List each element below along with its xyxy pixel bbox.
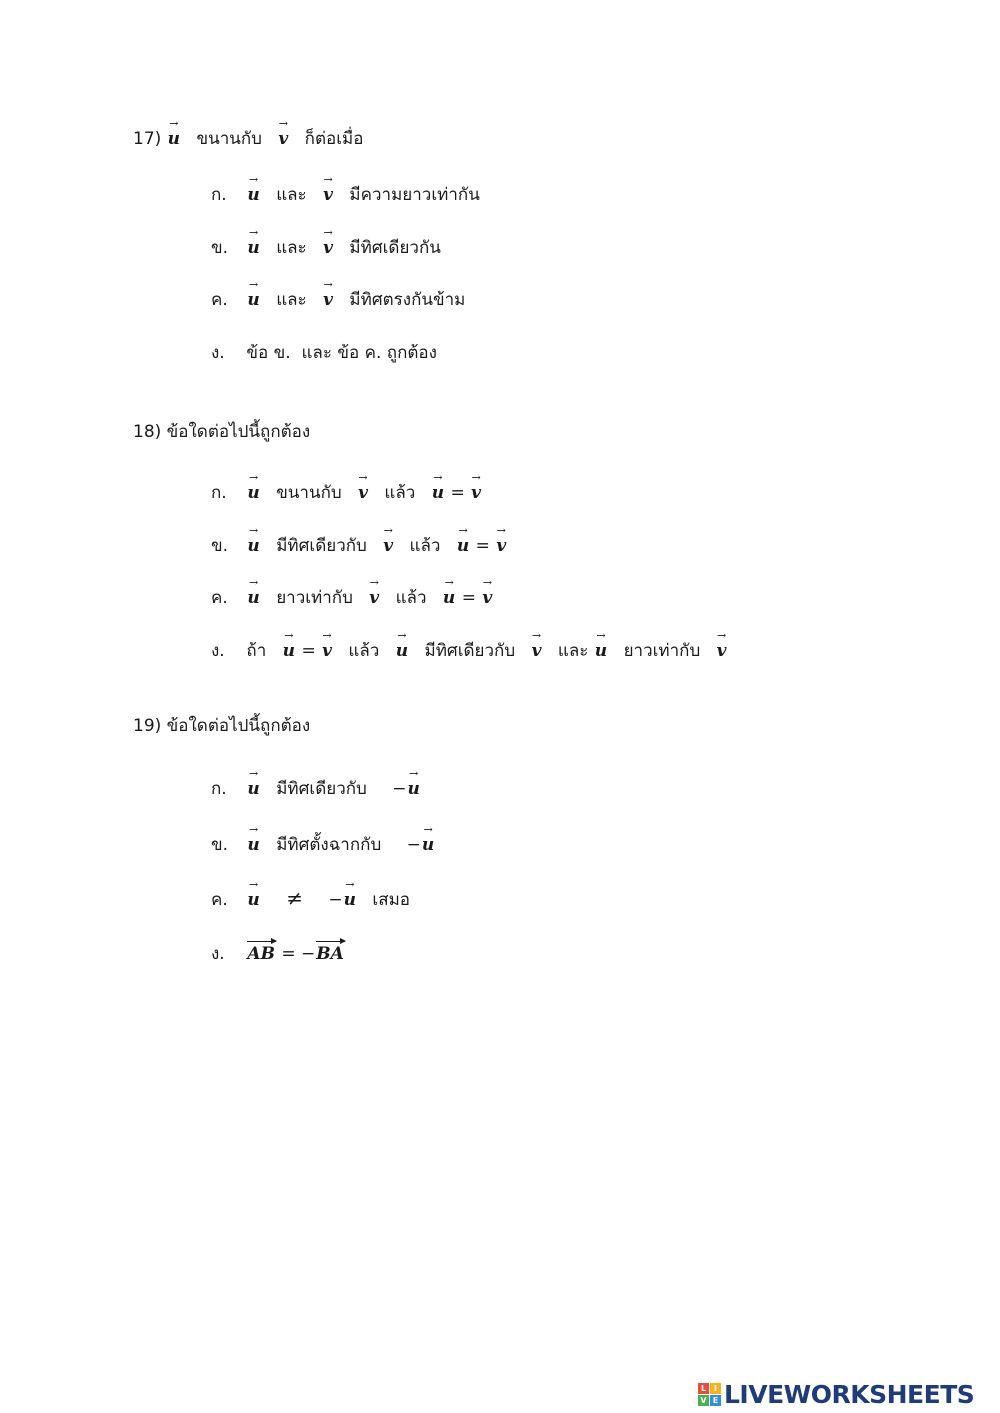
q17-option-d[interactable]: [211, 339, 437, 366]
vector-u: → u: [246, 536, 260, 556]
option-label: ข.: [211, 835, 229, 855]
question-18: [133, 418, 310, 445]
option-label: ก.: [211, 185, 227, 205]
option-text: แล้ว: [409, 536, 441, 556]
option-label: ข.: [211, 536, 229, 556]
vector-u: → u: [246, 779, 260, 799]
option-text: เสมอ: [372, 890, 410, 910]
vector-v: → v: [382, 536, 394, 556]
option-text: มีความยาวเท่ากัน: [349, 185, 480, 205]
q18-option-a[interactable]: [211, 479, 482, 506]
question-text: ข้อใดต่อไปนี้ถูกต้อง: [166, 422, 311, 442]
question-number: 19): [133, 716, 162, 736]
vector-v: → v: [481, 588, 493, 608]
question-19: [133, 712, 310, 739]
equals-sign: =: [461, 588, 476, 608]
q18-option-d[interactable]: [211, 637, 728, 664]
option-label: ก.: [211, 779, 227, 799]
option-text: มีทิศตั้งฉากกับ: [276, 835, 382, 855]
vector-u: → u: [246, 185, 260, 205]
minus-sign: −: [301, 944, 316, 964]
q19-option-c[interactable]: [211, 886, 410, 913]
q19-option-b[interactable]: [211, 831, 435, 858]
option-text: ขนานกับ: [276, 483, 342, 503]
vector-u: → u: [282, 641, 296, 661]
option-text: แล้ว: [384, 483, 416, 503]
option-text: มีทิศเดียวกับ: [276, 779, 367, 799]
equals-sign: =: [281, 944, 296, 964]
option-text: และ: [276, 290, 307, 310]
logo-letter: L: [698, 1383, 709, 1394]
vector-u: → u: [246, 890, 260, 910]
vector-v: → v: [321, 641, 333, 661]
vector-u: → u: [442, 588, 456, 608]
option-label: ค.: [211, 890, 228, 910]
vector-v: → v: [470, 483, 482, 503]
option-label: ข.: [211, 238, 229, 258]
option-text: ยาวเท่ากับ: [623, 641, 701, 661]
option-label: ก.: [211, 483, 227, 503]
vector-u: → u: [594, 641, 608, 661]
q17-option-c[interactable]: [211, 286, 465, 313]
vector-v: → v: [322, 238, 334, 258]
vector-u: → u: [395, 641, 409, 661]
vector-v: → v: [322, 290, 334, 310]
vector-u: → u: [246, 238, 260, 258]
question-text: ก็ต่อเมื่อ: [304, 129, 364, 149]
option-text: และ: [557, 641, 589, 661]
option-text: และ: [276, 238, 307, 258]
vector-u: → u: [246, 483, 260, 503]
not-equal-sign: ≠: [286, 886, 303, 910]
option-label: ง.: [211, 944, 225, 964]
q18-option-b[interactable]: [211, 532, 507, 559]
option-text: มีทิศตรงกันข้าม: [349, 290, 466, 310]
vector-u: → u: [246, 835, 260, 855]
question-number: 17): [133, 129, 162, 149]
option-label: ค.: [211, 588, 228, 608]
vector-u: → u: [421, 835, 435, 855]
vector-v: → v: [277, 129, 289, 149]
q19-option-a[interactable]: [211, 775, 421, 802]
minus-sign: −: [406, 835, 421, 855]
vector-v: → v: [368, 588, 380, 608]
q17-option-a[interactable]: [211, 181, 480, 208]
option-text: มีทิศเดียวกัน: [349, 238, 441, 258]
vector-v: → v: [322, 185, 334, 205]
minus-sign: −: [392, 779, 407, 799]
vector-u: → u: [246, 588, 260, 608]
question-17: [133, 125, 363, 152]
equals-sign: =: [301, 641, 316, 661]
vector-u: → u: [407, 779, 421, 799]
logo-icon: [698, 1383, 721, 1406]
option-text: ถ้า: [246, 641, 267, 661]
liveworksheets-logo: [698, 1379, 974, 1409]
vector-u: → u: [456, 536, 470, 556]
option-text: แล้ว: [348, 641, 380, 661]
option-text: ยาวเท่ากับ: [276, 588, 353, 608]
option-text: มีทิศเดียวกับ: [276, 536, 367, 556]
vector-v: → v: [357, 483, 369, 503]
equals-sign: =: [450, 483, 465, 503]
q17-option-b[interactable]: [211, 234, 441, 261]
vector-ab: AB: [247, 944, 275, 964]
logo-text: LIVEWORKSHEETS: [724, 1379, 975, 1409]
vector-u: → u: [167, 129, 181, 149]
option-text: แล้ว: [395, 588, 427, 608]
q19-option-d[interactable]: [211, 940, 345, 967]
vector-v: → v: [531, 641, 543, 661]
vector-u: → u: [343, 890, 357, 910]
option-label: ง.: [211, 641, 225, 661]
vector-u: → u: [246, 290, 260, 310]
vector-ba: BA: [316, 944, 344, 964]
logo-letter: I: [710, 1383, 721, 1394]
option-text: และ: [276, 185, 307, 205]
logo-letter: V: [698, 1395, 709, 1406]
minus-sign: −: [328, 890, 343, 910]
question-number: 18): [133, 422, 162, 442]
option-text: ข้อ ข. และ ข้อ ค. ถูกต้อง: [246, 343, 437, 363]
vector-v: → v: [716, 641, 728, 661]
q18-option-c[interactable]: [211, 584, 493, 611]
question-text: ข้อใดต่อไปนี้ถูกต้อง: [166, 716, 311, 736]
vector-v: → v: [495, 536, 507, 556]
equals-sign: =: [475, 536, 490, 556]
option-label: ง.: [211, 343, 225, 363]
vector-u: → u: [431, 483, 445, 503]
question-text: ขนานกับ: [196, 129, 262, 149]
option-text: มีทิศเดียวกับ: [424, 641, 516, 661]
option-label: ค.: [211, 290, 228, 310]
logo-letter: E: [710, 1395, 721, 1406]
